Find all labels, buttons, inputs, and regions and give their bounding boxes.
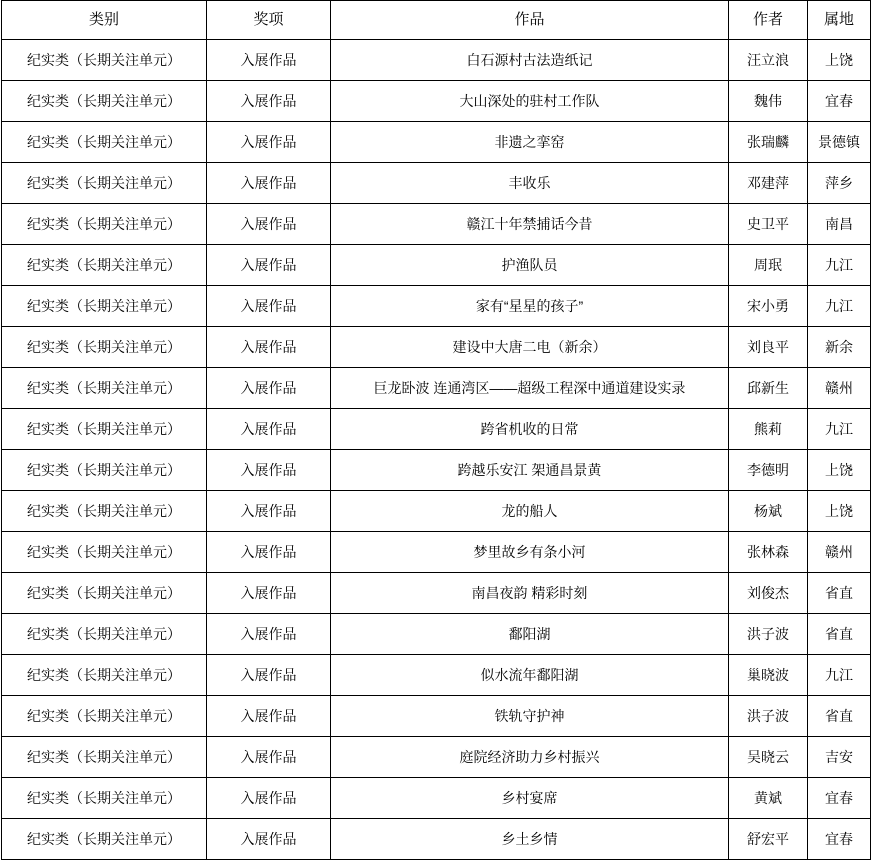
cell-work: 非遗之挛窑 xyxy=(331,122,729,163)
cell-category: 纪实类（长期关注单元） xyxy=(2,573,207,614)
cell-author: 洪子波 xyxy=(729,614,808,655)
table-row xyxy=(2,81,871,122)
cell-category: 纪实类（长期关注单元） xyxy=(2,819,207,860)
cell-award: 入展作品 xyxy=(207,450,331,491)
cell-work: 梦里故乡有条小河 xyxy=(331,532,729,573)
cell-author: 刘俊杰 xyxy=(729,573,808,614)
cell-work: 丰收乐 xyxy=(331,163,729,204)
cell-award: 入展作品 xyxy=(207,327,331,368)
cell-region: 上饶 xyxy=(808,450,871,491)
cell-category: 纪实类（长期关注单元） xyxy=(2,696,207,737)
cell-work: 白石源村古法造纸记 xyxy=(331,40,729,81)
cell-award: 入展作品 xyxy=(207,368,331,409)
cell-region: 省直 xyxy=(808,696,871,737)
cell-work: 建设中大唐二电（新余） xyxy=(331,327,729,368)
cell-author: 汪立浪 xyxy=(729,40,808,81)
cell-author: 邓建萍 xyxy=(729,163,808,204)
cell-region: 上饶 xyxy=(808,40,871,81)
cell-category: 纪实类（长期关注单元） xyxy=(2,614,207,655)
table-row xyxy=(2,204,871,245)
table-row xyxy=(2,450,871,491)
table-body xyxy=(2,40,871,860)
cell-category: 纪实类（长期关注单元） xyxy=(2,163,207,204)
cell-work: 跨省机收的日常 xyxy=(331,409,729,450)
cell-author: 舒宏平 xyxy=(729,819,808,860)
column-header-author: 作者 xyxy=(729,1,808,40)
cell-work: 乡村宴席 xyxy=(331,778,729,819)
cell-work: 跨越乐安江 架通昌景黄 xyxy=(331,450,729,491)
cell-category: 纪实类（长期关注单元） xyxy=(2,327,207,368)
cell-region: 宜春 xyxy=(808,819,871,860)
cell-award: 入展作品 xyxy=(207,40,331,81)
column-header-category: 类别 xyxy=(2,1,207,40)
cell-author: 张林森 xyxy=(729,532,808,573)
cell-work: 铁轨守护神 xyxy=(331,696,729,737)
cell-category: 纪实类（长期关注单元） xyxy=(2,450,207,491)
cell-author: 魏伟 xyxy=(729,81,808,122)
cell-author: 宋小勇 xyxy=(729,286,808,327)
table-row xyxy=(2,819,871,860)
cell-category: 纪实类（长期关注单元） xyxy=(2,409,207,450)
table-row xyxy=(2,655,871,696)
cell-category: 纪实类（长期关注单元） xyxy=(2,737,207,778)
cell-award: 入展作品 xyxy=(207,819,331,860)
cell-award: 入展作品 xyxy=(207,163,331,204)
cell-region: 上饶 xyxy=(808,491,871,532)
cell-award: 入展作品 xyxy=(207,532,331,573)
cell-work: 巨龙卧波 连通湾区——超级工程深中通道建设实录 xyxy=(331,368,729,409)
cell-region: 新余 xyxy=(808,327,871,368)
cell-region: 省直 xyxy=(808,614,871,655)
cell-work: 家有“星星的孩子” xyxy=(331,286,729,327)
cell-author: 张瑞麟 xyxy=(729,122,808,163)
cell-region: 景德镇 xyxy=(808,122,871,163)
cell-category: 纪实类（长期关注单元） xyxy=(2,245,207,286)
cell-region: 省直 xyxy=(808,573,871,614)
cell-category: 纪实类（长期关注单元） xyxy=(2,40,207,81)
cell-region: 九江 xyxy=(808,245,871,286)
cell-category: 纪实类（长期关注单元） xyxy=(2,778,207,819)
cell-award: 入展作品 xyxy=(207,286,331,327)
table-row xyxy=(2,122,871,163)
cell-award: 入展作品 xyxy=(207,122,331,163)
cell-region: 九江 xyxy=(808,655,871,696)
cell-work: 庭院经济助力乡村振兴 xyxy=(331,737,729,778)
cell-work: 龙的船人 xyxy=(331,491,729,532)
cell-author: 邱新生 xyxy=(729,368,808,409)
cell-award: 入展作品 xyxy=(207,81,331,122)
cell-category: 纪实类（长期关注单元） xyxy=(2,655,207,696)
cell-author: 巢晓波 xyxy=(729,655,808,696)
cell-author: 黄斌 xyxy=(729,778,808,819)
table-row xyxy=(2,40,871,81)
cell-award: 入展作品 xyxy=(207,655,331,696)
cell-author: 周珉 xyxy=(729,245,808,286)
cell-category: 纪实类（长期关注单元） xyxy=(2,532,207,573)
table-row xyxy=(2,368,871,409)
cell-work: 鄱阳湖 xyxy=(331,614,729,655)
table-row xyxy=(2,163,871,204)
cell-award: 入展作品 xyxy=(207,614,331,655)
cell-region: 九江 xyxy=(808,286,871,327)
cell-work: 南昌夜韵 精彩时刻 xyxy=(331,573,729,614)
cell-award: 入展作品 xyxy=(207,204,331,245)
cell-award: 入展作品 xyxy=(207,409,331,450)
cell-category: 纪实类（长期关注单元） xyxy=(2,204,207,245)
table-row xyxy=(2,409,871,450)
cell-work: 乡土乡情 xyxy=(331,819,729,860)
cell-region: 九江 xyxy=(808,409,871,450)
cell-category: 纪实类（长期关注单元） xyxy=(2,122,207,163)
table-row xyxy=(2,778,871,819)
cell-region: 萍乡 xyxy=(808,163,871,204)
cell-award: 入展作品 xyxy=(207,778,331,819)
cell-award: 入展作品 xyxy=(207,573,331,614)
table-row xyxy=(2,286,871,327)
table-row xyxy=(2,737,871,778)
cell-author: 熊莉 xyxy=(729,409,808,450)
cell-work: 护渔队员 xyxy=(331,245,729,286)
cell-author: 刘良平 xyxy=(729,327,808,368)
table-row xyxy=(2,327,871,368)
cell-award: 入展作品 xyxy=(207,696,331,737)
cell-region: 赣州 xyxy=(808,532,871,573)
table-header xyxy=(2,1,871,40)
cell-author: 史卫平 xyxy=(729,204,808,245)
cell-region: 宜春 xyxy=(808,81,871,122)
table-header-row xyxy=(2,1,871,40)
cell-category: 纪实类（长期关注单元） xyxy=(2,81,207,122)
cell-award: 入展作品 xyxy=(207,737,331,778)
cell-work: 大山深处的驻村工作队 xyxy=(331,81,729,122)
table-row xyxy=(2,245,871,286)
cell-region: 赣州 xyxy=(808,368,871,409)
cell-author: 李德明 xyxy=(729,450,808,491)
table-row xyxy=(2,532,871,573)
cell-category: 纪实类（长期关注单元） xyxy=(2,368,207,409)
cell-category: 纪实类（长期关注单元） xyxy=(2,491,207,532)
cell-award: 入展作品 xyxy=(207,245,331,286)
cell-region: 宜春 xyxy=(808,778,871,819)
cell-award: 入展作品 xyxy=(207,491,331,532)
column-header-award: 奖项 xyxy=(207,1,331,40)
cell-work: 赣江十年禁捕话今昔 xyxy=(331,204,729,245)
table-row xyxy=(2,614,871,655)
column-header-region: 属地 xyxy=(808,1,871,40)
cell-region: 南昌 xyxy=(808,204,871,245)
table-row xyxy=(2,696,871,737)
cell-category: 纪实类（长期关注单元） xyxy=(2,286,207,327)
cell-work: 似水流年鄱阳湖 xyxy=(331,655,729,696)
cell-region: 吉安 xyxy=(808,737,871,778)
table-row xyxy=(2,491,871,532)
awards-table xyxy=(1,0,871,860)
cell-author: 吴晓云 xyxy=(729,737,808,778)
table-row xyxy=(2,573,871,614)
cell-author: 洪子波 xyxy=(729,696,808,737)
cell-author: 杨斌 xyxy=(729,491,808,532)
column-header-work: 作品 xyxy=(331,1,729,40)
